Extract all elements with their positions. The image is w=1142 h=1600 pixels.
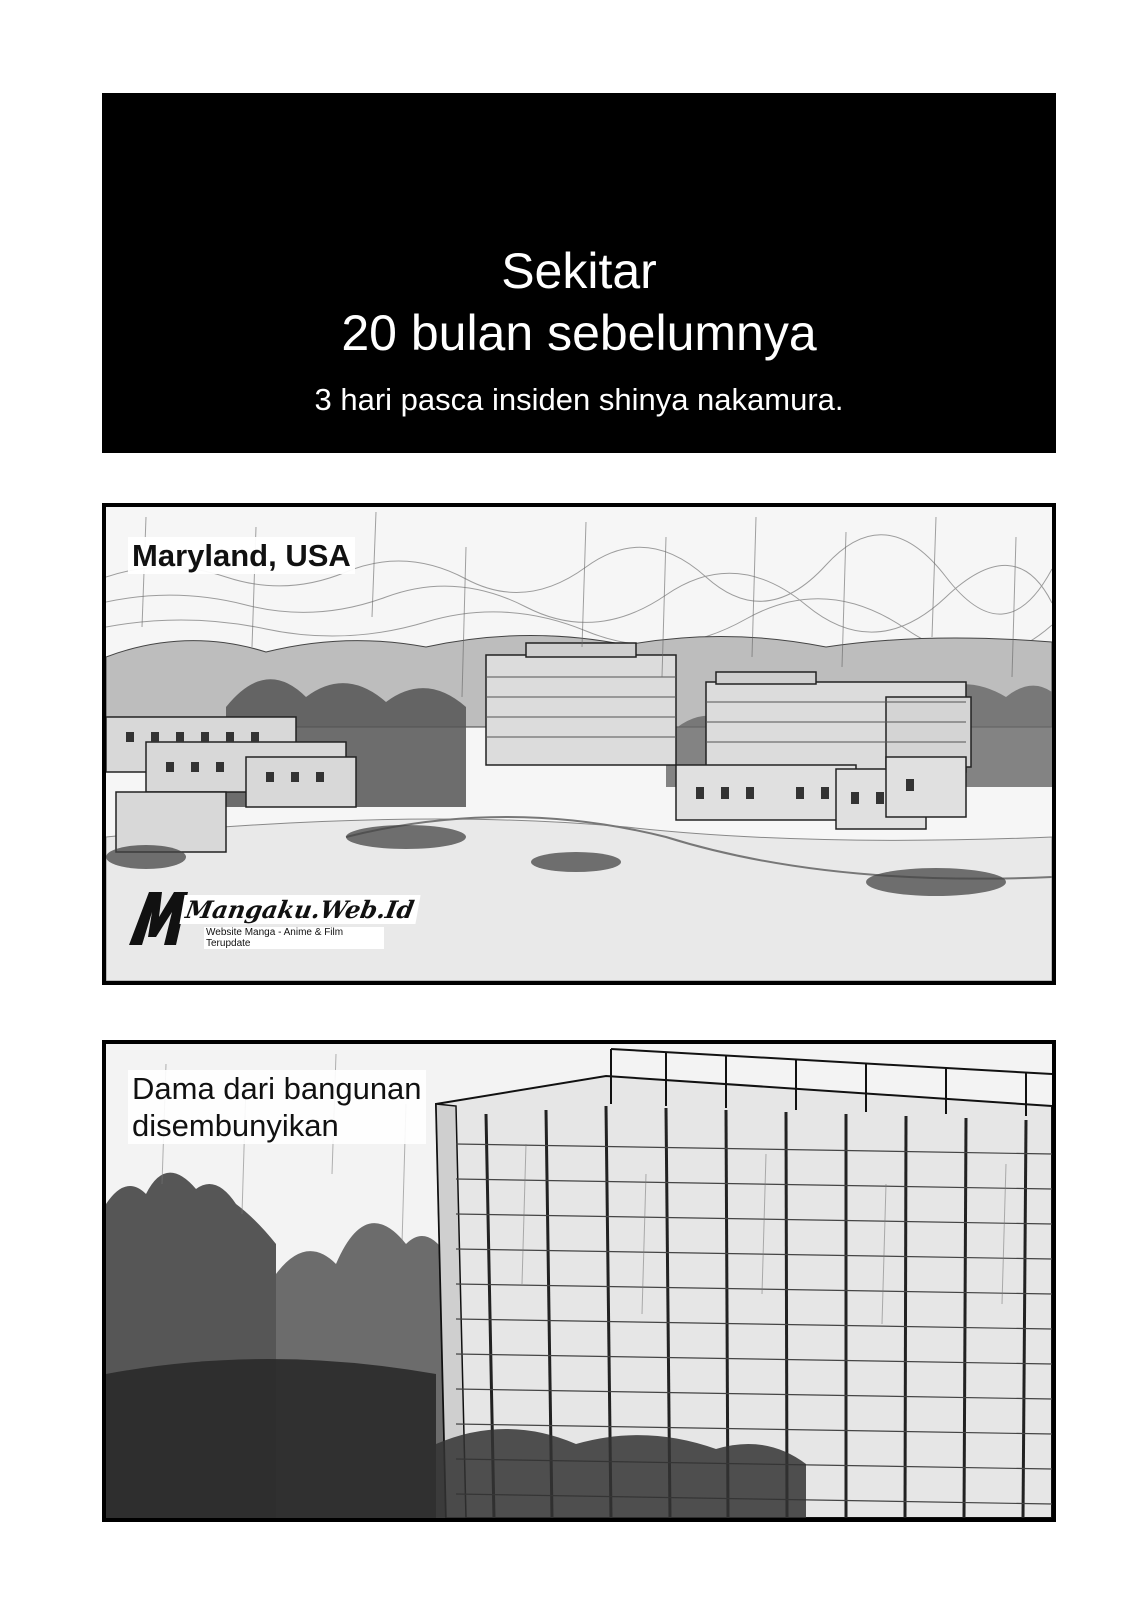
- building-caption-line2: disembunyikan: [132, 1108, 339, 1143]
- watermark-tagline: Website Manga - Anime & Film Terupdate: [204, 927, 384, 949]
- building-panel: [102, 1040, 1056, 1522]
- building-caption-line1: Dama dari bangunan: [132, 1071, 422, 1106]
- watermark-brand: Mangaku.Web.Id: [179, 895, 420, 924]
- site-watermark: [124, 887, 417, 957]
- building-caption: [128, 1070, 426, 1144]
- time-caption-subtitle: 3 hari pasca insiden shinya nakamura.: [314, 382, 844, 417]
- location-caption: Maryland, USA: [128, 537, 355, 574]
- campus-panel: [102, 503, 1056, 985]
- time-caption-line1: Sekitar: [501, 243, 657, 299]
- time-caption-line2: 20 bulan sebelumnya: [341, 305, 817, 361]
- time-caption-panel: [102, 93, 1056, 453]
